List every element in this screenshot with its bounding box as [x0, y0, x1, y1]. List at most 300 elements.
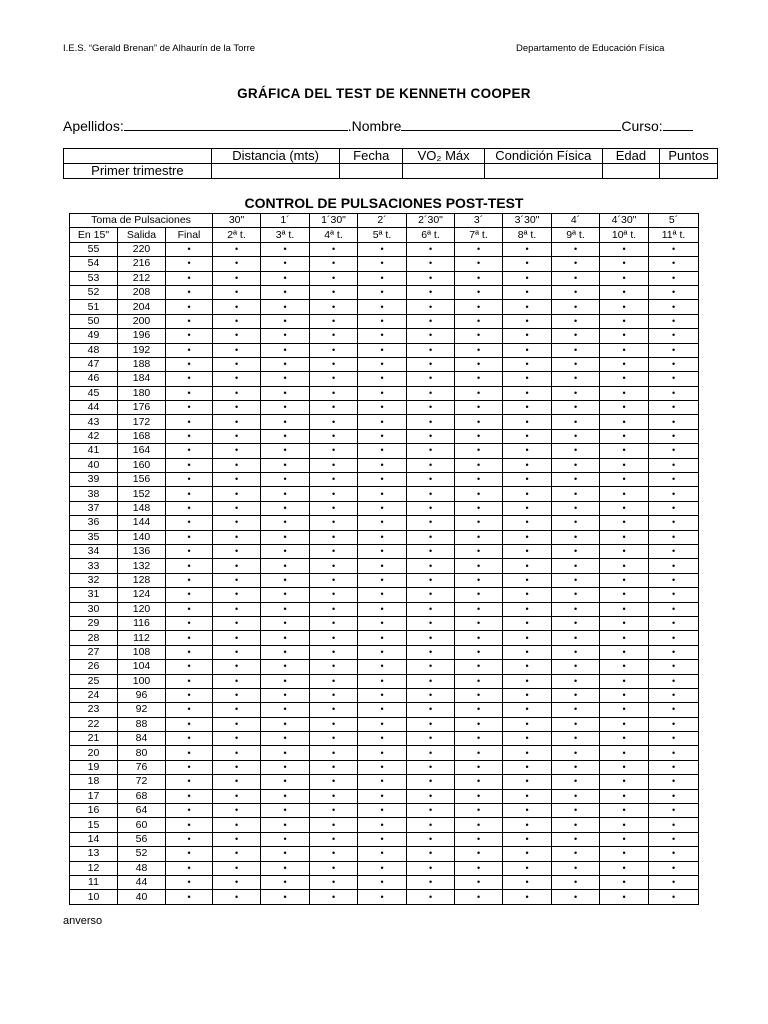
plot-point[interactable]: • — [261, 343, 310, 357]
plot-point[interactable]: • — [455, 688, 503, 702]
plot-point[interactable]: • — [261, 660, 310, 674]
plot-point[interactable]: • — [455, 257, 503, 271]
vo2max-cell[interactable] — [403, 164, 485, 179]
plot-point[interactable]: • — [213, 804, 261, 818]
plot-point[interactable]: • — [649, 357, 699, 371]
plot-point[interactable]: • — [358, 372, 407, 386]
plot-point[interactable]: • — [213, 890, 261, 904]
plot-point[interactable]: • — [310, 473, 358, 487]
plot-point[interactable]: • — [407, 544, 455, 558]
plot-point[interactable]: • — [166, 372, 213, 386]
plot-point[interactable]: • — [552, 645, 600, 659]
plot-point[interactable]: • — [649, 300, 699, 314]
plot-point[interactable]: • — [503, 688, 552, 702]
plot-point[interactable]: • — [213, 818, 261, 832]
plot-point[interactable]: • — [261, 329, 310, 343]
plot-point[interactable]: • — [310, 314, 358, 328]
plot-point[interactable]: • — [166, 415, 213, 429]
plot-point[interactable]: • — [600, 616, 649, 630]
plot-point[interactable]: • — [407, 473, 455, 487]
plot-point[interactable]: • — [503, 458, 552, 472]
plot-point[interactable]: • — [358, 760, 407, 774]
plot-point[interactable]: • — [600, 660, 649, 674]
plot-point[interactable]: • — [310, 300, 358, 314]
plot-point[interactable]: • — [600, 458, 649, 472]
plot-point[interactable]: • — [600, 300, 649, 314]
plot-point[interactable]: • — [407, 588, 455, 602]
plot-point[interactable]: • — [503, 890, 552, 904]
plot-point[interactable]: • — [310, 516, 358, 530]
plot-point[interactable]: • — [213, 717, 261, 731]
plot-point[interactable]: • — [213, 429, 261, 443]
plot-point[interactable]: • — [213, 847, 261, 861]
plot-point[interactable]: • — [407, 861, 455, 875]
plot-point[interactable]: • — [310, 660, 358, 674]
plot-point[interactable]: • — [261, 789, 310, 803]
plot-point[interactable]: • — [358, 415, 407, 429]
plot-point[interactable]: • — [310, 804, 358, 818]
plot-point[interactable]: • — [649, 847, 699, 861]
plot-point[interactable]: • — [166, 631, 213, 645]
plot-point[interactable]: • — [600, 271, 649, 285]
plot-point[interactable]: • — [358, 602, 407, 616]
plot-point[interactable]: • — [310, 832, 358, 846]
plot-point[interactable]: • — [166, 458, 213, 472]
plot-point[interactable]: • — [213, 458, 261, 472]
plot-point[interactable]: • — [407, 458, 455, 472]
plot-point[interactable]: • — [407, 487, 455, 501]
plot-point[interactable]: • — [503, 861, 552, 875]
plot-point[interactable]: • — [649, 285, 699, 299]
plot-point[interactable]: • — [310, 818, 358, 832]
plot-point[interactable]: • — [552, 616, 600, 630]
plot-point[interactable]: • — [649, 746, 699, 760]
plot-point[interactable]: • — [455, 832, 503, 846]
plot-point[interactable]: • — [503, 660, 552, 674]
condicion-cell[interactable] — [485, 164, 602, 179]
plot-point[interactable]: • — [649, 832, 699, 846]
plot-point[interactable]: • — [503, 847, 552, 861]
plot-point[interactable]: • — [358, 271, 407, 285]
plot-point[interactable]: • — [455, 890, 503, 904]
plot-point[interactable]: • — [455, 386, 503, 400]
plot-point[interactable]: • — [261, 875, 310, 889]
plot-point[interactable]: • — [649, 775, 699, 789]
plot-point[interactable]: • — [649, 415, 699, 429]
plot-point[interactable]: • — [649, 631, 699, 645]
plot-point[interactable]: • — [503, 875, 552, 889]
plot-point[interactable]: • — [455, 789, 503, 803]
plot-point[interactable]: • — [358, 530, 407, 544]
plot-point[interactable]: • — [213, 645, 261, 659]
plot-point[interactable]: • — [600, 415, 649, 429]
plot-point[interactable]: • — [600, 429, 649, 443]
plot-point[interactable]: • — [166, 832, 213, 846]
plot-point[interactable]: • — [166, 501, 213, 515]
plot-point[interactable]: • — [166, 588, 213, 602]
plot-point[interactable]: • — [600, 386, 649, 400]
plot-point[interactable]: • — [166, 544, 213, 558]
plot-point[interactable]: • — [407, 890, 455, 904]
plot-point[interactable]: • — [407, 559, 455, 573]
plot-point[interactable]: • — [261, 473, 310, 487]
plot-point[interactable]: • — [166, 875, 213, 889]
plot-point[interactable]: • — [600, 717, 649, 731]
plot-point[interactable]: • — [213, 530, 261, 544]
plot-point[interactable]: • — [261, 818, 310, 832]
plot-point[interactable]: • — [166, 703, 213, 717]
plot-point[interactable]: • — [407, 429, 455, 443]
plot-point[interactable]: • — [261, 616, 310, 630]
plot-point[interactable]: • — [503, 616, 552, 630]
plot-point[interactable]: • — [358, 329, 407, 343]
plot-point[interactable]: • — [600, 544, 649, 558]
plot-point[interactable]: • — [552, 444, 600, 458]
plot-point[interactable]: • — [503, 775, 552, 789]
plot-point[interactable]: • — [358, 847, 407, 861]
plot-point[interactable]: • — [503, 487, 552, 501]
plot-point[interactable]: • — [213, 674, 261, 688]
plot-point[interactable]: • — [261, 645, 310, 659]
plot-point[interactable]: • — [503, 559, 552, 573]
plot-point[interactable]: • — [455, 487, 503, 501]
plot-point[interactable]: • — [455, 516, 503, 530]
plot-point[interactable]: • — [503, 588, 552, 602]
plot-point[interactable]: • — [358, 660, 407, 674]
plot-point[interactable]: • — [552, 804, 600, 818]
plot-point[interactable]: • — [166, 861, 213, 875]
plot-point[interactable]: • — [407, 875, 455, 889]
plot-point[interactable]: • — [649, 818, 699, 832]
plot-point[interactable]: • — [213, 473, 261, 487]
plot-point[interactable]: • — [407, 415, 455, 429]
plot-point[interactable]: • — [455, 242, 503, 256]
plot-point[interactable]: • — [407, 314, 455, 328]
plot-point[interactable]: • — [310, 775, 358, 789]
plot-point[interactable]: • — [455, 530, 503, 544]
plot-point[interactable]: • — [358, 242, 407, 256]
plot-point[interactable]: • — [455, 746, 503, 760]
curso-field[interactable] — [663, 117, 693, 131]
plot-point[interactable]: • — [213, 559, 261, 573]
plot-point[interactable]: • — [213, 775, 261, 789]
nombre-field[interactable] — [401, 117, 621, 131]
plot-point[interactable]: • — [358, 300, 407, 314]
plot-point[interactable]: • — [407, 602, 455, 616]
plot-point[interactable]: • — [358, 473, 407, 487]
plot-point[interactable]: • — [600, 674, 649, 688]
plot-point[interactable]: • — [310, 530, 358, 544]
plot-point[interactable]: • — [600, 875, 649, 889]
plot-point[interactable]: • — [261, 458, 310, 472]
plot-point[interactable]: • — [310, 616, 358, 630]
plot-point[interactable]: • — [455, 804, 503, 818]
plot-point[interactable]: • — [552, 386, 600, 400]
plot-point[interactable]: • — [600, 703, 649, 717]
plot-point[interactable]: • — [600, 516, 649, 530]
plot-point[interactable]: • — [310, 875, 358, 889]
plot-point[interactable]: • — [503, 804, 552, 818]
plot-point[interactable]: • — [552, 818, 600, 832]
plot-point[interactable]: • — [310, 760, 358, 774]
plot-point[interactable]: • — [407, 645, 455, 659]
edad-cell[interactable] — [602, 164, 660, 179]
plot-point[interactable]: • — [455, 329, 503, 343]
plot-point[interactable]: • — [166, 760, 213, 774]
plot-point[interactable]: • — [600, 501, 649, 515]
plot-point[interactable]: • — [213, 573, 261, 587]
plot-point[interactable]: • — [213, 372, 261, 386]
plot-point[interactable]: • — [649, 343, 699, 357]
plot-point[interactable]: • — [213, 487, 261, 501]
plot-point[interactable]: • — [649, 732, 699, 746]
plot-point[interactable]: • — [600, 401, 649, 415]
plot-point[interactable]: • — [310, 487, 358, 501]
plot-point[interactable]: • — [310, 631, 358, 645]
plot-point[interactable]: • — [261, 746, 310, 760]
plot-point[interactable]: • — [600, 861, 649, 875]
plot-point[interactable]: • — [649, 760, 699, 774]
plot-point[interactable]: • — [358, 674, 407, 688]
plot-point[interactable]: • — [503, 501, 552, 515]
plot-point[interactable]: • — [407, 703, 455, 717]
plot-point[interactable]: • — [455, 271, 503, 285]
plot-point[interactable]: • — [310, 285, 358, 299]
plot-point[interactable]: • — [166, 717, 213, 731]
plot-point[interactable]: • — [261, 674, 310, 688]
plot-point[interactable]: • — [649, 473, 699, 487]
plot-point[interactable]: • — [503, 516, 552, 530]
plot-point[interactable]: • — [649, 804, 699, 818]
plot-point[interactable]: • — [261, 401, 310, 415]
plot-point[interactable]: • — [649, 487, 699, 501]
plot-point[interactable]: • — [600, 257, 649, 271]
plot-point[interactable]: • — [503, 544, 552, 558]
plot-point[interactable]: • — [455, 314, 503, 328]
plot-point[interactable]: • — [503, 242, 552, 256]
plot-point[interactable]: • — [600, 343, 649, 357]
plot-point[interactable]: • — [213, 444, 261, 458]
plot-point[interactable]: • — [600, 588, 649, 602]
fecha-cell[interactable] — [340, 164, 403, 179]
plot-point[interactable]: • — [600, 602, 649, 616]
plot-point[interactable]: • — [455, 602, 503, 616]
plot-point[interactable]: • — [310, 717, 358, 731]
plot-point[interactable]: • — [503, 415, 552, 429]
plot-point[interactable]: • — [358, 703, 407, 717]
plot-point[interactable]: • — [455, 588, 503, 602]
plot-point[interactable]: • — [310, 746, 358, 760]
plot-point[interactable]: • — [600, 818, 649, 832]
plot-point[interactable]: • — [166, 616, 213, 630]
plot-point[interactable]: • — [552, 473, 600, 487]
plot-point[interactable]: • — [166, 314, 213, 328]
plot-point[interactable]: • — [649, 559, 699, 573]
plot-point[interactable]: • — [503, 300, 552, 314]
plot-point[interactable]: • — [552, 832, 600, 846]
plot-point[interactable]: • — [600, 645, 649, 659]
plot-point[interactable]: • — [358, 429, 407, 443]
plot-point[interactable]: • — [261, 372, 310, 386]
plot-point[interactable]: • — [261, 804, 310, 818]
plot-point[interactable]: • — [358, 588, 407, 602]
plot-point[interactable]: • — [552, 271, 600, 285]
plot-point[interactable]: • — [649, 645, 699, 659]
plot-point[interactable]: • — [358, 818, 407, 832]
plot-point[interactable]: • — [455, 775, 503, 789]
plot-point[interactable]: • — [261, 588, 310, 602]
plot-point[interactable]: • — [261, 832, 310, 846]
plot-point[interactable]: • — [358, 401, 407, 415]
plot-point[interactable]: • — [649, 530, 699, 544]
plot-point[interactable]: • — [407, 789, 455, 803]
plot-point[interactable]: • — [166, 257, 213, 271]
plot-point[interactable]: • — [503, 746, 552, 760]
plot-point[interactable]: • — [552, 516, 600, 530]
plot-point[interactable]: • — [213, 732, 261, 746]
plot-point[interactable]: • — [503, 372, 552, 386]
plot-point[interactable]: • — [213, 875, 261, 889]
plot-point[interactable]: • — [407, 732, 455, 746]
plot-point[interactable]: • — [358, 314, 407, 328]
plot-point[interactable]: • — [600, 559, 649, 573]
plot-point[interactable]: • — [166, 386, 213, 400]
apellidos-field[interactable] — [124, 117, 348, 131]
plot-point[interactable]: • — [600, 487, 649, 501]
plot-point[interactable]: • — [649, 875, 699, 889]
plot-point[interactable]: • — [503, 832, 552, 846]
plot-point[interactable]: • — [261, 602, 310, 616]
plot-point[interactable]: • — [358, 458, 407, 472]
plot-point[interactable]: • — [503, 314, 552, 328]
plot-point[interactable]: • — [261, 890, 310, 904]
plot-point[interactable]: • — [358, 875, 407, 889]
plot-point[interactable]: • — [649, 890, 699, 904]
plot-point[interactable]: • — [552, 875, 600, 889]
plot-point[interactable]: • — [358, 386, 407, 400]
plot-point[interactable]: • — [358, 832, 407, 846]
plot-point[interactable]: • — [407, 804, 455, 818]
plot-point[interactable]: • — [358, 732, 407, 746]
plot-point[interactable]: • — [503, 343, 552, 357]
plot-point[interactable]: • — [455, 300, 503, 314]
plot-point[interactable]: • — [649, 616, 699, 630]
plot-point[interactable]: • — [358, 789, 407, 803]
plot-point[interactable]: • — [261, 257, 310, 271]
plot-point[interactable]: • — [503, 530, 552, 544]
plot-point[interactable]: • — [310, 890, 358, 904]
plot-point[interactable]: • — [166, 329, 213, 343]
plot-point[interactable]: • — [407, 242, 455, 256]
plot-point[interactable]: • — [261, 760, 310, 774]
plot-point[interactable]: • — [213, 314, 261, 328]
plot-point[interactable]: • — [310, 242, 358, 256]
plot-point[interactable]: • — [213, 501, 261, 515]
plot-point[interactable]: • — [649, 257, 699, 271]
plot-point[interactable]: • — [649, 688, 699, 702]
plot-point[interactable]: • — [503, 818, 552, 832]
plot-point[interactable]: • — [261, 775, 310, 789]
plot-point[interactable]: • — [166, 847, 213, 861]
plot-point[interactable]: • — [213, 631, 261, 645]
plot-point[interactable]: • — [649, 458, 699, 472]
puntos-cell[interactable] — [660, 164, 718, 179]
plot-point[interactable]: • — [407, 717, 455, 731]
plot-point[interactable]: • — [261, 285, 310, 299]
plot-point[interactable]: • — [455, 847, 503, 861]
plot-point[interactable]: • — [310, 861, 358, 875]
plot-point[interactable]: • — [261, 487, 310, 501]
plot-point[interactable]: • — [455, 444, 503, 458]
plot-point[interactable]: • — [600, 444, 649, 458]
plot-point[interactable]: • — [649, 717, 699, 731]
plot-point[interactable]: • — [649, 329, 699, 343]
plot-point[interactable]: • — [310, 271, 358, 285]
plot-point[interactable]: • — [649, 271, 699, 285]
plot-point[interactable]: • — [552, 890, 600, 904]
plot-point[interactable]: • — [407, 357, 455, 371]
plot-point[interactable]: • — [552, 602, 600, 616]
plot-point[interactable]: • — [552, 674, 600, 688]
plot-point[interactable]: • — [213, 602, 261, 616]
plot-point[interactable]: • — [407, 832, 455, 846]
plot-point[interactable]: • — [358, 890, 407, 904]
plot-point[interactable]: • — [407, 530, 455, 544]
plot-point[interactable]: • — [310, 415, 358, 429]
plot-point[interactable]: • — [649, 588, 699, 602]
plot-point[interactable]: • — [310, 257, 358, 271]
plot-point[interactable]: • — [310, 789, 358, 803]
plot-point[interactable]: • — [649, 372, 699, 386]
plot-point[interactable]: • — [213, 343, 261, 357]
plot-point[interactable]: • — [310, 544, 358, 558]
plot-point[interactable]: • — [261, 314, 310, 328]
plot-point[interactable]: • — [407, 257, 455, 271]
plot-point[interactable]: • — [166, 242, 213, 256]
plot-point[interactable]: • — [600, 631, 649, 645]
plot-point[interactable]: • — [358, 645, 407, 659]
plot-point[interactable]: • — [213, 285, 261, 299]
plot-point[interactable]: • — [455, 616, 503, 630]
plot-point[interactable]: • — [407, 674, 455, 688]
plot-point[interactable]: • — [503, 573, 552, 587]
plot-point[interactable]: • — [552, 861, 600, 875]
plot-point[interactable]: • — [261, 501, 310, 515]
plot-point[interactable]: • — [166, 804, 213, 818]
plot-point[interactable]: • — [166, 444, 213, 458]
plot-point[interactable]: • — [358, 717, 407, 731]
plot-point[interactable]: • — [407, 573, 455, 587]
plot-point[interactable]: • — [310, 688, 358, 702]
plot-point[interactable]: • — [261, 703, 310, 717]
plot-point[interactable]: • — [455, 660, 503, 674]
plot-point[interactable]: • — [213, 789, 261, 803]
plot-point[interactable]: • — [600, 847, 649, 861]
plot-point[interactable]: • — [552, 775, 600, 789]
plot-point[interactable]: • — [455, 357, 503, 371]
plot-point[interactable]: • — [600, 372, 649, 386]
plot-point[interactable]: • — [166, 285, 213, 299]
plot-point[interactable]: • — [552, 487, 600, 501]
plot-point[interactable]: • — [310, 501, 358, 515]
plot-point[interactable]: • — [600, 573, 649, 587]
plot-point[interactable]: • — [261, 559, 310, 573]
plot-point[interactable]: • — [600, 775, 649, 789]
plot-point[interactable]: • — [166, 429, 213, 443]
plot-point[interactable]: • — [166, 775, 213, 789]
plot-point[interactable]: • — [503, 602, 552, 616]
plot-point[interactable]: • — [261, 444, 310, 458]
